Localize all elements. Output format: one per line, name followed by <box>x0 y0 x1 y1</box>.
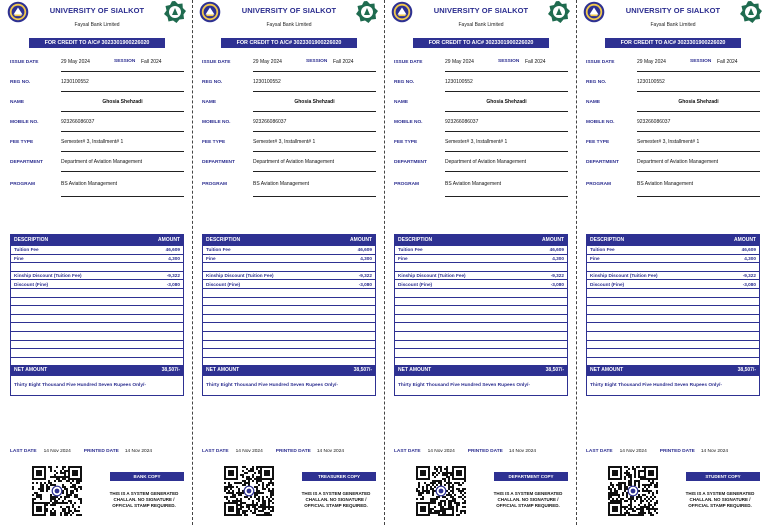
student-fields <box>10 52 184 197</box>
fee-description: Discount (Fine) <box>590 281 625 287</box>
table-row <box>587 245 759 254</box>
reg-no-value: 1230100552 <box>445 72 568 92</box>
net-amount-label: NET AMOUNT <box>398 367 432 374</box>
table-row <box>11 305 183 314</box>
name-label: NAME <box>10 99 25 105</box>
fee-table-header <box>11 235 183 245</box>
table-row <box>203 254 375 263</box>
issue-date-label: ISSUE DATE <box>586 59 615 65</box>
fee-rows <box>395 245 567 365</box>
department-row <box>586 152 760 172</box>
last-date-value: 14 Nov 2024 <box>427 449 455 454</box>
fee-description: Tuition Fee <box>206 247 231 253</box>
fee-amount: 46,609 <box>741 247 756 253</box>
student-name: Ghosia Shehzadi <box>445 92 568 112</box>
table-row <box>203 288 375 297</box>
university-name: UNIVERSITY OF SIALKOT <box>433 6 529 15</box>
printed-date-value: 14 Nov 2024 <box>124 449 153 454</box>
fee-table <box>202 234 376 396</box>
table-row <box>395 262 567 271</box>
bank-name: Faysal Bank Limited <box>650 22 696 28</box>
fee-amount: 4,300 <box>744 255 756 261</box>
mobile-value: 923266086037 <box>445 112 568 132</box>
reg-no-row <box>586 72 760 92</box>
challan-copy-2 <box>192 0 384 525</box>
issue-date-value: 29 May 2024 <box>253 52 376 72</box>
table-row <box>203 322 375 331</box>
amount-header: AMOUNT <box>158 237 180 243</box>
fee-description: Kinship Discount (Tuition Fee) <box>206 273 274 279</box>
fee-description: Fine <box>398 255 408 261</box>
net-amount-value: 38,507/- <box>161 367 180 374</box>
name-row <box>394 92 568 112</box>
issue-date-value: 29 May 2024 <box>61 52 184 72</box>
reg-no-label: REG NO. <box>10 79 31 85</box>
fee-table <box>394 234 568 396</box>
challan-header <box>394 0 568 36</box>
mobile-value: 923266086037 <box>637 112 760 132</box>
fee-amount: 46,609 <box>549 247 564 253</box>
qr-code-icon <box>32 466 82 516</box>
printed-date-label: PRINTED DATE <box>275 449 311 454</box>
fee-description: Tuition Fee <box>14 247 39 253</box>
program-label: PROGRAM <box>202 182 228 187</box>
fee-rows <box>11 245 183 365</box>
program-label: PROGRAM <box>10 182 36 187</box>
table-row <box>587 314 759 323</box>
table-row <box>11 357 183 366</box>
credit-account-banner: FOR CREDIT TO A/C# 3023301900226020 <box>605 38 741 48</box>
table-row <box>203 262 375 271</box>
fee-type-label: FEE TYPE <box>10 139 34 145</box>
issue-date-row <box>202 52 376 72</box>
issue-date-label: ISSUE DATE <box>202 59 231 65</box>
fee-description: Tuition Fee <box>398 247 423 253</box>
qr-code-icon <box>224 466 274 516</box>
table-row <box>587 297 759 306</box>
table-row <box>395 340 567 349</box>
session-label: SESSION <box>114 59 136 64</box>
table-row <box>11 288 183 297</box>
table-row <box>203 348 375 357</box>
table-row <box>11 314 183 323</box>
table-row <box>395 279 567 288</box>
program-row <box>10 172 184 197</box>
program-label: PROGRAM <box>586 182 612 187</box>
table-row <box>587 305 759 314</box>
last-date-label: LAST DATE <box>586 449 613 454</box>
table-row <box>11 262 183 271</box>
fee-description: Kinship Discount (Tuition Fee) <box>14 273 82 279</box>
description-header: DESCRIPTION <box>14 237 49 243</box>
challan-copy-1 <box>0 0 192 525</box>
fee-type-row <box>586 132 760 152</box>
reg-no-label: REG NO. <box>202 79 223 85</box>
fee-description: Tuition Fee <box>590 247 615 253</box>
table-row <box>203 331 375 340</box>
fee-description: Fine <box>590 255 600 261</box>
fee-amount: 4,300 <box>168 255 180 261</box>
fee-amount: 46,609 <box>165 247 180 253</box>
issue-date-label: ISSUE DATE <box>10 59 39 65</box>
fee-amount: -9,322 <box>166 273 180 279</box>
fee-type-row <box>394 132 568 152</box>
fee-type-label: FEE TYPE <box>394 139 418 145</box>
issue-date-value: 29 May 2024 <box>637 52 760 72</box>
description-header: DESCRIPTION <box>590 237 625 243</box>
net-amount-label: NET AMOUNT <box>14 367 48 374</box>
table-row <box>395 245 567 254</box>
reg-no-label: REG NO. <box>586 79 607 85</box>
table-row <box>587 279 759 288</box>
copy-label: DEPARTMENT COPY <box>494 472 568 481</box>
last-date-value: 14 Nov 2024 <box>43 449 71 454</box>
table-row <box>203 340 375 349</box>
session-value: Fall 2024 <box>141 59 162 65</box>
table-row <box>395 322 567 331</box>
amount-in-words: Thirty Eight Thousand Five Hundred Seven Rupees Only/- <box>203 375 375 395</box>
department-value: Department of Aviation Management <box>445 152 568 172</box>
table-row <box>11 348 183 357</box>
program-value: BS Aviation Management <box>445 172 568 197</box>
date-row <box>10 449 184 454</box>
bank-name: Faysal Bank Limited <box>74 22 120 28</box>
fee-rows <box>203 245 375 365</box>
name-label: NAME <box>202 99 217 105</box>
net-amount-value: 38,507/- <box>545 367 564 374</box>
bank-name: Faysal Bank Limited <box>458 22 504 28</box>
student-fields <box>586 52 760 197</box>
student-name: Ghosia Shehzadi <box>61 92 184 112</box>
table-row <box>587 262 759 271</box>
reg-no-row <box>394 72 568 92</box>
fee-amount: -9,322 <box>358 273 372 279</box>
mobile-row <box>394 112 568 132</box>
table-row <box>11 245 183 254</box>
program-value: BS Aviation Management <box>637 172 760 197</box>
credit-account-banner: FOR CREDIT TO A/C# 3023301900226020 <box>29 38 165 48</box>
table-row <box>203 297 375 306</box>
amount-header: AMOUNT <box>734 237 756 243</box>
issue-date-row <box>586 52 760 72</box>
table-row <box>587 254 759 263</box>
table-row <box>11 322 183 331</box>
printed-date-label: PRINTED DATE <box>659 449 695 454</box>
session-value: Fall 2024 <box>525 59 546 65</box>
last-date-value: 14 Nov 2024 <box>619 449 647 454</box>
table-row <box>587 322 759 331</box>
fee-amount: -3,080 <box>550 281 564 287</box>
table-row <box>587 348 759 357</box>
reg-no-row <box>202 72 376 92</box>
qr-code-icon <box>416 466 466 516</box>
name-row <box>10 92 184 112</box>
program-label: PROGRAM <box>394 182 420 187</box>
fee-table <box>10 234 184 396</box>
student-fields <box>202 52 376 197</box>
table-row <box>395 297 567 306</box>
session-label: SESSION <box>690 59 712 64</box>
university-name: UNIVERSITY OF SIALKOT <box>241 6 337 15</box>
copy-label: STUDENT COPY <box>686 472 760 481</box>
amount-header: AMOUNT <box>350 237 372 243</box>
fee-description: Discount (Fine) <box>14 281 49 287</box>
fee-amount: -3,080 <box>358 281 372 287</box>
fee-type-value: Semester# 3, Installment# 1 <box>445 132 568 152</box>
printed-date-label: PRINTED DATE <box>467 449 503 454</box>
description-header: DESCRIPTION <box>206 237 241 243</box>
program-row <box>586 172 760 197</box>
fee-amount: -9,322 <box>742 273 756 279</box>
challan-header <box>586 0 760 36</box>
green-emblem-icon <box>355 0 379 24</box>
fee-table-header <box>395 235 567 245</box>
fee-amount: 4,300 <box>360 255 372 261</box>
table-row <box>203 279 375 288</box>
fee-amount: -3,080 <box>166 281 180 287</box>
mobile-row <box>10 112 184 132</box>
table-row <box>11 271 183 280</box>
program-row <box>202 172 376 197</box>
fee-type-value: Semester# 3, Installment# 1 <box>637 132 760 152</box>
student-name: Ghosia Shehzadi <box>637 92 760 112</box>
table-row <box>203 245 375 254</box>
table-row <box>395 331 567 340</box>
department-row <box>202 152 376 172</box>
date-row <box>586 449 760 454</box>
department-value: Department of Aviation Management <box>253 152 376 172</box>
issue-date-value: 29 May 2024 <box>445 52 568 72</box>
department-row <box>10 152 184 172</box>
net-amount-row <box>587 365 759 375</box>
mobile-label: MOBILE NO. <box>586 119 615 125</box>
printed-date-label: PRINTED DATE <box>83 449 119 454</box>
fee-amount: 4,300 <box>552 255 564 261</box>
table-row <box>203 357 375 366</box>
table-row <box>587 340 759 349</box>
table-row <box>203 314 375 323</box>
mobile-label: MOBILE NO. <box>10 119 39 125</box>
name-row <box>586 92 760 112</box>
qr-code-icon <box>608 466 658 516</box>
name-row <box>202 92 376 112</box>
description-header: DESCRIPTION <box>398 237 433 243</box>
fee-description: Discount (Fine) <box>398 281 433 287</box>
student-fields <box>394 52 568 197</box>
last-date-label: LAST DATE <box>202 449 229 454</box>
fee-description: Kinship Discount (Tuition Fee) <box>398 273 466 279</box>
reg-no-value: 1230100552 <box>253 72 376 92</box>
department-value: Department of Aviation Management <box>637 152 760 172</box>
department-label: DEPARTMENT <box>394 159 427 165</box>
last-date-value: 14 Nov 2024 <box>235 449 263 454</box>
challan-copy-4 <box>576 0 768 525</box>
challan-header <box>202 0 376 36</box>
green-emblem-icon <box>547 0 571 24</box>
table-row <box>395 348 567 357</box>
table-row <box>11 279 183 288</box>
green-emblem-icon <box>739 0 763 24</box>
amount-header: AMOUNT <box>542 237 564 243</box>
table-row <box>395 288 567 297</box>
net-amount-row <box>203 365 375 375</box>
mobile-label: MOBILE NO. <box>394 119 423 125</box>
table-row <box>395 271 567 280</box>
last-date-label: LAST DATE <box>10 449 37 454</box>
issue-date-row <box>394 52 568 72</box>
mobile-value: 923266086037 <box>253 112 376 132</box>
table-row <box>395 254 567 263</box>
reg-no-row <box>10 72 184 92</box>
mobile-row <box>202 112 376 132</box>
copy-label: TREASURER COPY <box>302 472 376 481</box>
department-value: Department of Aviation Management <box>61 152 184 172</box>
department-label: DEPARTMENT <box>10 159 43 165</box>
challan-header <box>10 0 184 36</box>
university-name: UNIVERSITY OF SIALKOT <box>49 6 145 15</box>
net-amount-row <box>11 365 183 375</box>
net-amount-label: NET AMOUNT <box>590 367 624 374</box>
net-amount-row <box>395 365 567 375</box>
fee-type-row <box>10 132 184 152</box>
system-generated-notice: THIS IS A SYSTEM GENERATED CHALLAN. NO SIGNATURE / OFFICIAL STAMP REQUIRED. <box>109 491 179 508</box>
fee-type-label: FEE TYPE <box>586 139 610 145</box>
last-date-label: LAST DATE <box>394 449 421 454</box>
fee-table-header <box>587 235 759 245</box>
amount-in-words: Thirty Eight Thousand Five Hundred Seven Rupees Only/- <box>587 375 759 395</box>
system-generated-notice: THIS IS A SYSTEM GENERATED CHALLAN. NO SIGNATURE / OFFICIAL STAMP REQUIRED. <box>301 491 371 508</box>
department-row <box>394 152 568 172</box>
amount-in-words: Thirty Eight Thousand Five Hundred Seven Rupees Only/- <box>11 375 183 395</box>
net-amount-label: NET AMOUNT <box>206 367 240 374</box>
mobile-label: MOBILE NO. <box>202 119 231 125</box>
fee-description: Discount (Fine) <box>206 281 241 287</box>
session-value: Fall 2024 <box>333 59 354 65</box>
copy-label: BANK COPY <box>110 472 184 481</box>
printed-date-value: 14 Nov 2024 <box>508 449 537 454</box>
amount-in-words: Thirty Eight Thousand Five Hundred Seven Rupees Only/- <box>395 375 567 395</box>
fee-table <box>586 234 760 396</box>
bank-name: Faysal Bank Limited <box>266 22 312 28</box>
mobile-value: 923266086037 <box>61 112 184 132</box>
system-generated-notice: THIS IS A SYSTEM GENERATED CHALLAN. NO SIGNATURE / OFFICIAL STAMP REQUIRED. <box>493 491 563 508</box>
table-row <box>11 297 183 306</box>
challan-copy-3 <box>384 0 576 525</box>
net-amount-value: 38,507/- <box>737 367 756 374</box>
table-row <box>587 271 759 280</box>
printed-date-value: 14 Nov 2024 <box>316 449 345 454</box>
name-label: NAME <box>586 99 601 105</box>
program-value: BS Aviation Management <box>253 172 376 197</box>
table-row <box>587 331 759 340</box>
fee-type-value: Semester# 3, Installment# 1 <box>61 132 184 152</box>
fee-table-header <box>203 235 375 245</box>
name-label: NAME <box>394 99 409 105</box>
program-row <box>394 172 568 197</box>
table-row <box>11 331 183 340</box>
student-name: Ghosia Shehzadi <box>253 92 376 112</box>
fee-amount: 46,609 <box>357 247 372 253</box>
session-label: SESSION <box>306 59 328 64</box>
reg-no-value: 1230100552 <box>637 72 760 92</box>
department-label: DEPARTMENT <box>586 159 619 165</box>
issue-date-row <box>10 52 184 72</box>
table-row <box>203 305 375 314</box>
fee-description: Fine <box>14 255 24 261</box>
table-row <box>395 305 567 314</box>
issue-date-label: ISSUE DATE <box>394 59 423 65</box>
reg-no-label: REG NO. <box>394 79 415 85</box>
session-label: SESSION <box>498 59 520 64</box>
fee-type-value: Semester# 3, Installment# 1 <box>253 132 376 152</box>
department-label: DEPARTMENT <box>202 159 235 165</box>
table-row <box>11 254 183 263</box>
green-emblem-icon <box>163 0 187 24</box>
table-row <box>587 288 759 297</box>
university-name: UNIVERSITY OF SIALKOT <box>625 6 721 15</box>
fee-amount: -3,080 <box>742 281 756 287</box>
system-generated-notice: THIS IS A SYSTEM GENERATED CHALLAN. NO SIGNATURE / OFFICIAL STAMP REQUIRED. <box>685 491 755 508</box>
fee-rows <box>587 245 759 365</box>
fee-type-row <box>202 132 376 152</box>
date-row <box>202 449 376 454</box>
credit-account-banner: FOR CREDIT TO A/C# 3023301900226020 <box>221 38 357 48</box>
reg-no-value: 1230100552 <box>61 72 184 92</box>
table-row <box>11 340 183 349</box>
fee-amount: -9,322 <box>550 273 564 279</box>
table-row <box>203 271 375 280</box>
date-row <box>394 449 568 454</box>
net-amount-value: 38,507/- <box>353 367 372 374</box>
fee-description: Kinship Discount (Tuition Fee) <box>590 273 658 279</box>
session-value: Fall 2024 <box>717 59 738 65</box>
fee-type-label: FEE TYPE <box>202 139 226 145</box>
mobile-row <box>586 112 760 132</box>
table-row <box>395 314 567 323</box>
program-value: BS Aviation Management <box>61 172 184 197</box>
table-row <box>587 357 759 366</box>
fee-description: Fine <box>206 255 216 261</box>
credit-account-banner: FOR CREDIT TO A/C# 3023301900226020 <box>413 38 549 48</box>
printed-date-value: 14 Nov 2024 <box>700 449 729 454</box>
table-row <box>395 357 567 366</box>
